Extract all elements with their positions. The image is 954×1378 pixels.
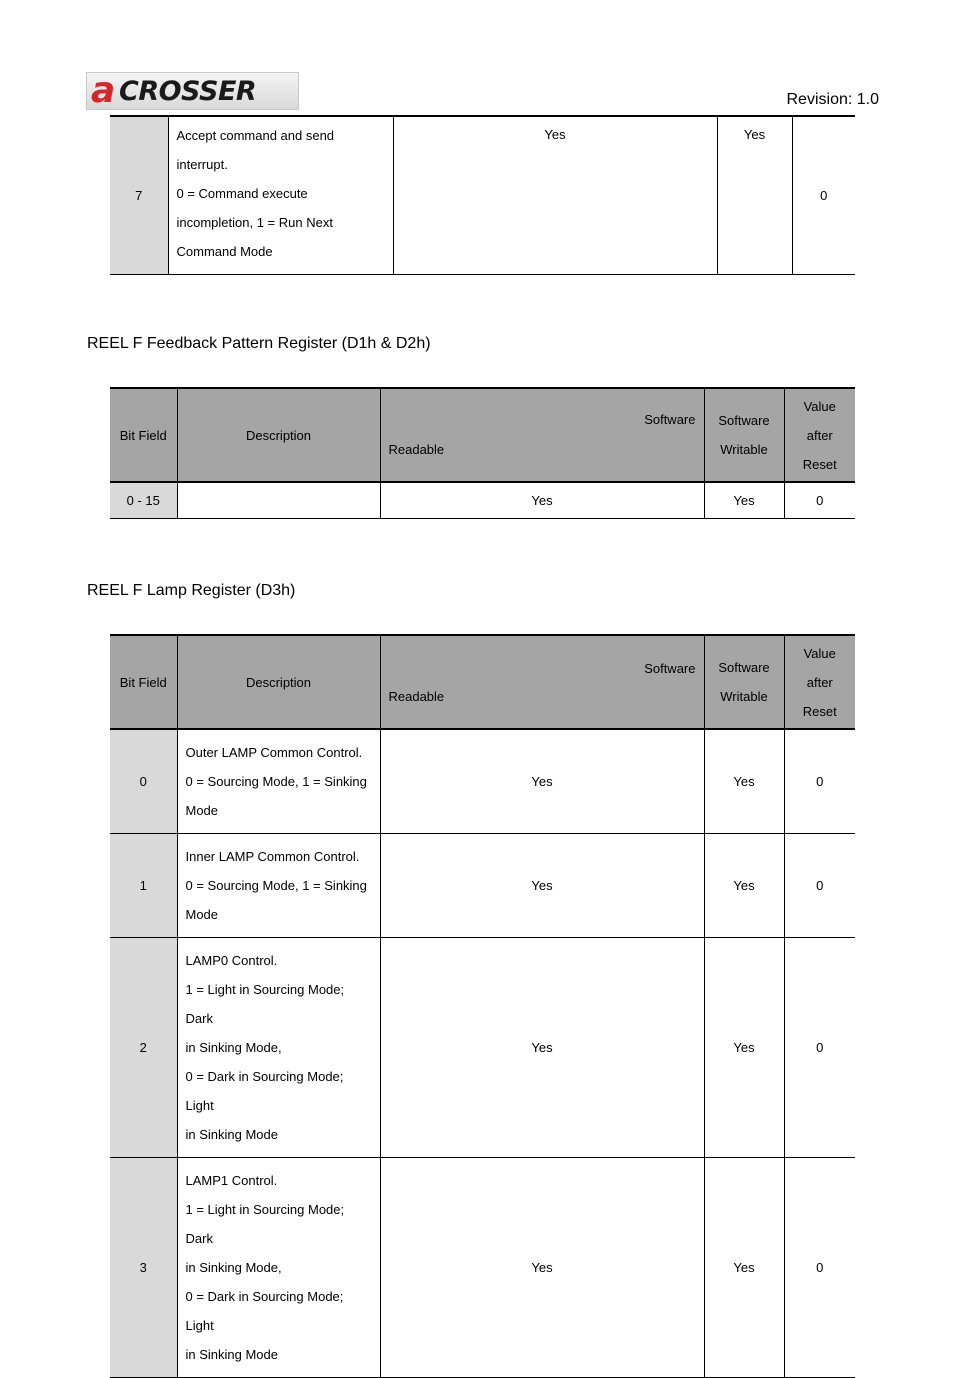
description-line: in Sinking Mode: [185, 1127, 278, 1142]
description-line: 0 = Sourcing Mode, 1 = Sinking: [185, 878, 367, 893]
writable-cell: Yes: [704, 834, 784, 938]
reset-value-cell: 0: [792, 116, 855, 275]
reset-value-cell: 0: [784, 1158, 855, 1378]
bit-field-cell: 3: [110, 1158, 177, 1378]
description-line: Mode: [185, 803, 219, 818]
header-writable-line: Writable: [720, 689, 768, 704]
table-header-row: [110, 635, 855, 729]
section-title: REEL F Feedback Pattern Register (D1h & D2h): [87, 335, 431, 352]
readable-cell: Yes: [380, 1158, 704, 1378]
acrosser-logo: [86, 72, 299, 110]
revision-label: Revision: 1.0: [786, 91, 879, 108]
table-row: [110, 1158, 855, 1378]
reset-value-cell: 0: [784, 834, 855, 938]
bit-field-cell: 1: [110, 834, 177, 938]
header-readable: [380, 635, 704, 729]
table-row: [110, 729, 855, 834]
description-cell: [168, 116, 393, 275]
description-cell: [177, 1158, 380, 1378]
header-reset-line: Reset: [802, 703, 837, 719]
writable-cell: Yes: [704, 1158, 784, 1378]
register-table-continued: [110, 115, 855, 275]
header-reset-line: after: [806, 674, 833, 690]
writable-cell: Yes: [704, 482, 784, 519]
description-line: Command Mode: [176, 244, 273, 259]
header-reset: [784, 388, 855, 482]
logo-text: CROSSER: [119, 76, 257, 107]
description-cell: [177, 834, 380, 938]
reset-value-cell: 0: [784, 729, 855, 834]
description-line: interrupt.: [176, 157, 228, 172]
table-row: [110, 834, 855, 938]
header-writable: [704, 388, 784, 482]
description-line: Outer LAMP Common Control.: [185, 745, 363, 760]
description-line: LAMP1 Control.: [185, 1173, 278, 1188]
header-readable-top: Software: [644, 661, 696, 676]
header-bit-field: Bit Field: [110, 388, 177, 482]
header-readable-bottom: Readable: [388, 689, 445, 704]
header-readable-bottom: Readable: [388, 442, 445, 457]
description-line: 1 = Light in Sourcing Mode; Dark: [185, 1202, 345, 1246]
reset-value-cell: 0: [784, 938, 855, 1158]
header-description: Description: [177, 388, 380, 482]
description-line: Inner LAMP Common Control.: [185, 849, 360, 864]
header-bit-field: Bit Field: [110, 635, 177, 729]
description-line: 0 = Command execute: [176, 186, 308, 201]
description-line: 0 = Dark in Sourcing Mode; Light: [185, 1069, 344, 1113]
description-line: 0 = Dark in Sourcing Mode; Light: [185, 1289, 344, 1333]
section-title: REEL F Lamp Register (D3h): [87, 582, 296, 599]
header-reset-line: Value: [803, 645, 836, 661]
description-cell: [177, 938, 380, 1158]
writable-cell: Yes: [704, 938, 784, 1158]
description-line: LAMP0 Control.: [185, 953, 278, 968]
table-row: [110, 116, 855, 275]
lamp-register-table: [110, 634, 855, 1378]
description-line: Accept command and send: [176, 128, 335, 143]
reset-value-cell: 0: [784, 482, 855, 519]
feedback-pattern-register-table: [110, 387, 855, 519]
header-writable-line: Software: [718, 660, 770, 675]
description-line: in Sinking Mode,: [185, 1040, 282, 1055]
header-description: Description: [177, 635, 380, 729]
description-cell: [177, 482, 380, 519]
description-line: Mode: [185, 907, 219, 922]
header-reset-line: Reset: [802, 456, 837, 472]
description-line: in Sinking Mode: [185, 1347, 278, 1362]
bit-field-cell: 2: [110, 938, 177, 1158]
table-header-row: [110, 388, 855, 482]
header-writable: [704, 635, 784, 729]
description-line: incompletion, 1 = Run Next: [176, 215, 333, 230]
description-line: 0 = Sourcing Mode, 1 = Sinking: [185, 774, 367, 789]
readable-cell: Yes: [380, 729, 704, 834]
description-line: 1 = Light in Sourcing Mode; Dark: [185, 982, 345, 1026]
header-reset: [784, 635, 855, 729]
readable-cell: Yes: [380, 938, 704, 1158]
table-row: [110, 482, 855, 519]
readable-cell: Yes: [393, 116, 717, 275]
description-line: in Sinking Mode,: [185, 1260, 282, 1275]
logo-letter: a: [91, 70, 116, 111]
writable-cell: Yes: [717, 116, 792, 275]
bit-field-cell: 0 - 15: [110, 482, 177, 519]
header-reset-line: Value: [803, 398, 836, 414]
readable-cell: Yes: [380, 482, 704, 519]
description-cell: [177, 729, 380, 834]
header-writable-line: Writable: [720, 442, 768, 457]
table-row: [110, 938, 855, 1158]
header-readable-top: Software: [644, 412, 696, 427]
header-readable: [380, 388, 704, 482]
bit-field-cell: 0: [110, 729, 177, 834]
writable-cell: Yes: [704, 729, 784, 834]
header-writable-line: Software: [718, 413, 770, 428]
header-reset-line: after: [806, 427, 833, 443]
bit-field-cell: 7: [110, 116, 168, 275]
readable-cell: Yes: [380, 834, 704, 938]
